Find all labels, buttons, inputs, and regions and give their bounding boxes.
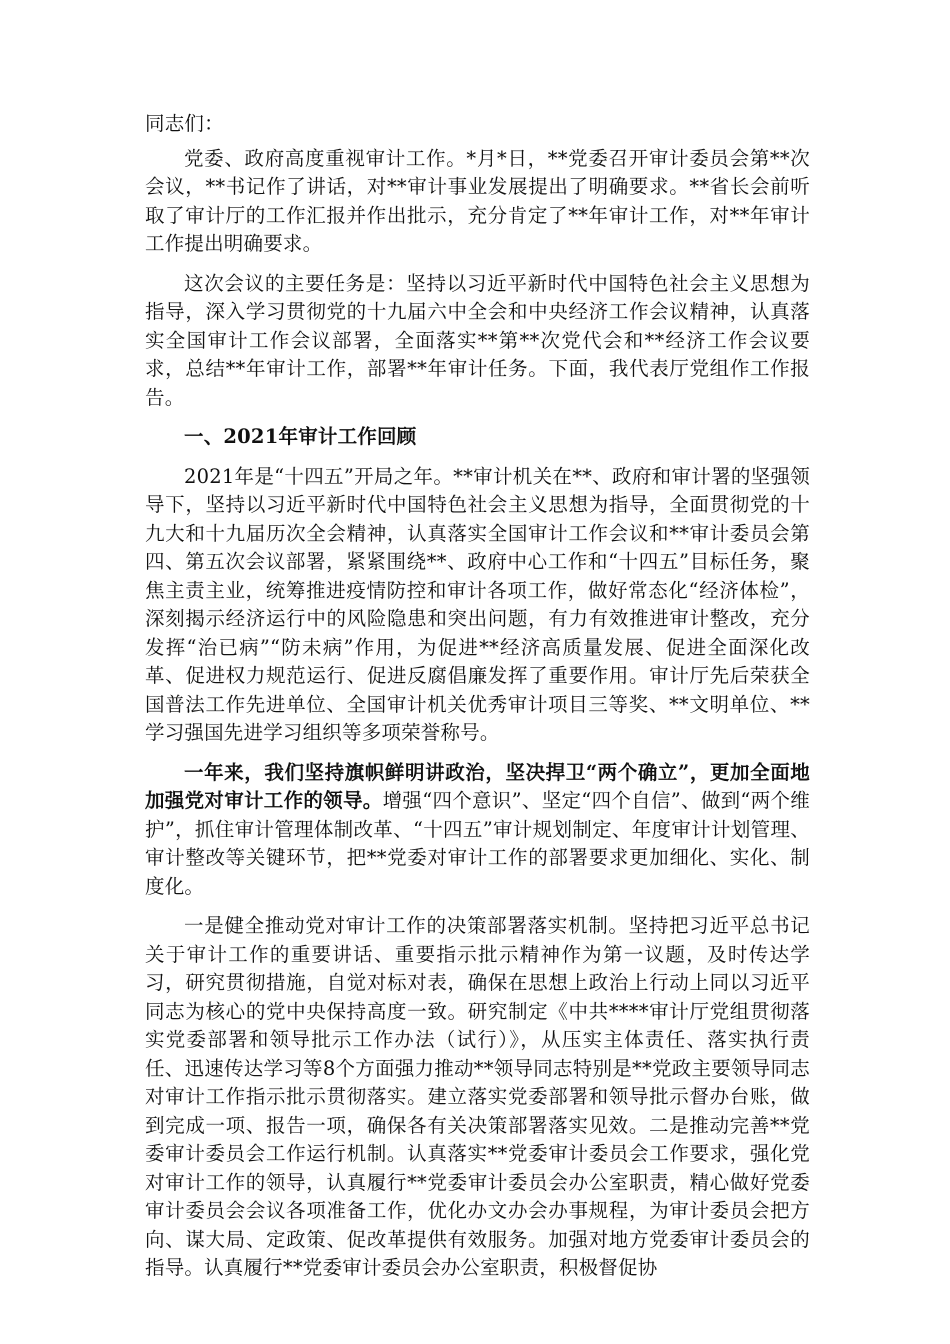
paragraph-decision-mechanism: 一是健全推动党对审计工作的决策部署落实机制。坚持把习近平总书记关于审计工作的重要讲话、重要指示批示精神作为第一议题，及时传达学习，研究贯彻措施，自觉对标对表，确保在思想上政治上行动上同以习近平同志为核心的党中央保持高度一致。研究制定《中共****审计厅党组贯彻落实党委部署和领导批示工作办法（试行）》，从压实主体责任、落实执行责任、迅速传达学习等8个方面强力推动**领导同志特别是**党政主要领导同志对审计工作指示批示贯彻落实。建立落实党委部署和领导批示督办台账，做到完成一项、报告一项，确保各有关决策部署落实见效。二是推动完善**党委审计委员会工作运行机制。认真落实**党委审计委员会工作要求，强化党对审计工作的领导，认真履行**党委审计委员会办公室职责，精心做好党委审计委员会会议各项准备工作，优化办文办会办事规程，为审计委员会把方向、谋大局、定政策、促改革提供有效服务。加强对地方党委审计委员会的指导。认真履行**党委审计委员会办公室职责，积极督促协 xyxy=(145,914,810,1279)
paragraph-body: 增强“四个意识”、坚定“四个自信”、做到“两个维护”，抓住审计管理体制改革、“十四五”审计规划制定、年度审计计划管理、审计整改等关键环节，把**党委对审计工作的部署要求更加细化、实化、制度化。 xyxy=(145,789,810,898)
section-heading-review: 一、2021年审计工作回顾 xyxy=(184,425,417,448)
document-page xyxy=(145,110,810,1294)
paragraph-party-leadership xyxy=(145,759,810,902)
paragraph-lead-bold: 一年来，我们坚持旗帜鲜明讲政治，坚决捍卫“两个确立”，更加全面地加强党对审计工作的领导。 xyxy=(145,760,810,812)
salutation: 同志们： xyxy=(145,112,224,135)
paragraph-meeting-tasks: 这次会议的主要任务是：坚持以习近平新时代中国特色社会主义思想为指导，深入学习贯彻党的十九届六中全会和中央经济工作会议精神，认真落实全国审计工作会议部署，全面落实**第**次党代会和**经济工作会议要求，总结**年审计工作，部署**年审计任务。下面，我代表厅党组作工作报告。 xyxy=(145,271,810,409)
paragraph-intro: 党委、政府高度重视审计工作。*月*日，**党委召开审计委员会第**次会议，**书记作了讲话，对**审计事业发展提出了明确要求。**省长会前听取了审计厅的工作汇报并作出批示，充分肯定了**年审计工作，对**年审计工作提出明确要求。 xyxy=(145,146,810,255)
paragraph-2021-overview: 2021年是“十四五”开局之年。**审计机关在**、政府和审计署的坚强领导下，坚持以习近平新时代中国特色社会主义思想为指导，全面贯彻党的十九大和十九届历次全会精神，认真落实全国审计工作会议和**审计委员会第四、第五次会议部署，紧紧围绕**、政府中心工作和“十四五”目标任务，聚焦主责主业，统筹推进疫情防控和审计各项工作，做好常态化“经济体检”，深刻揭示经济运行中的风险隐患和突出问题，有力有效推进审计整改，充分发挥“治已病”“防未病”作用，为促进**经济高质量发展、促进全面深化改革、促进权力规范运行、促进反腐倡廉发挥了重要作用。审计厅先后荣获全国普法工作先进单位、全国审计机关优秀审计项目三等奖、**文明单位、**学习强国先进学习组织等多项荣誉称号。 xyxy=(145,464,810,744)
